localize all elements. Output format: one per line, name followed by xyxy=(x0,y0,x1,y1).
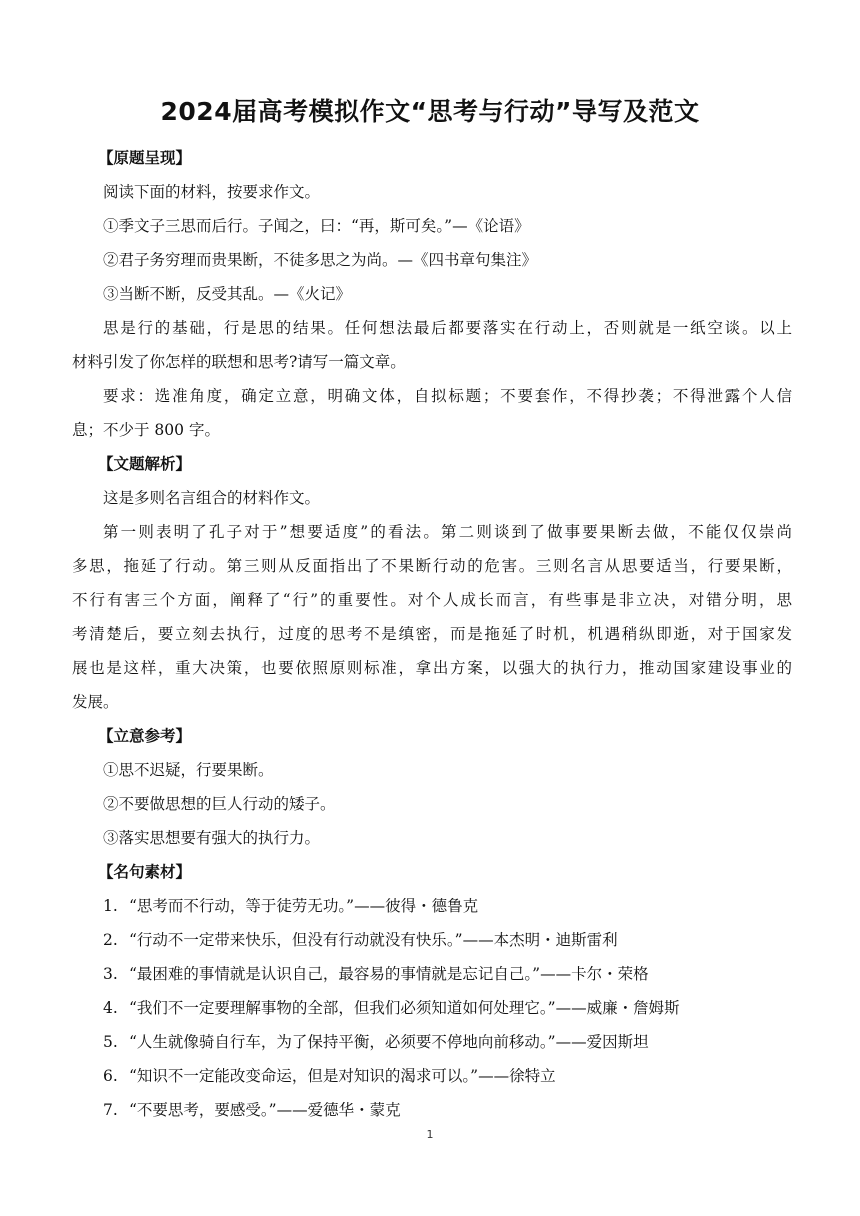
analysis-line: 不行有害三个方面，阐释了“行”的重要性。对个人成长而言，有些事是非立决，对错分明，思 xyxy=(72,591,792,609)
quote-number: 3. xyxy=(103,965,118,983)
document-title: 2024届高考模拟作文“思考与行动”导写及范文 xyxy=(160,97,700,126)
document-body xyxy=(72,141,792,1127)
quote-item xyxy=(72,923,792,957)
analysis-line: 第一则表明了孔子对于”想要适度”的看法。第二则谈到了做事要果断去做，不能仅仅崇尚 xyxy=(103,523,792,541)
quote-text: “行动不一定带来快乐，但没有行动就没有快乐。”——本杰明・迪斯雷利 xyxy=(129,931,618,949)
section-heading-analysis: 【文题解析】 xyxy=(98,455,192,473)
theme-item: ②不要做思想的巨人行动的矮子。 xyxy=(103,795,336,813)
quote-item xyxy=(72,889,792,923)
quote-number: 2. xyxy=(103,931,118,949)
requirements-line: 息；不少于 800 字。 xyxy=(72,421,220,439)
analysis-line: 考清楚后，要立刻去执行，过度的思考不是缜密，而是拖延了时机，机遇稍纵即逝，对于国家发 xyxy=(72,625,792,643)
quote-text: “思考而不行动，等于徒劳无功。”——彼得・德鲁克 xyxy=(129,897,479,915)
prompt-item: ③当断不断，反受其乱。—《火记》 xyxy=(103,285,352,303)
quote-text: “知识不一定能改变命运，但是对知识的渴求可以。”——徐特立 xyxy=(129,1067,556,1085)
quote-item xyxy=(72,1025,792,1059)
quote-item xyxy=(72,1093,792,1127)
section-heading-quotes: 【名句素材】 xyxy=(98,863,192,881)
section-heading-original-prompt: 【原题呈现】 xyxy=(98,149,192,167)
prompt-paragraph-line: 材料引发了你怎样的联想和思考?请写一篇文章。 xyxy=(72,353,406,371)
section-heading-theme: 【立意参考】 xyxy=(98,727,192,745)
quote-text: “不要思考，要感受。”——爱德华・蒙克 xyxy=(129,1101,401,1119)
quote-text: “最困难的事情就是认识自己，最容易的事情就是忘记自己。”——卡尔・荣格 xyxy=(129,965,649,983)
quote-text: “我们不一定要理解事物的全部，但我们必须知道如何处理它。”——威廉・詹姆斯 xyxy=(129,999,680,1017)
quote-number: 1. xyxy=(103,897,118,915)
quote-number: 4. xyxy=(103,999,118,1017)
analysis-line: 发展。 xyxy=(72,693,119,711)
prompt-item: ①季文子三思而后行。子闻之，曰：“再，斯可矣。”—《论语》 xyxy=(103,217,530,235)
quote-number: 5. xyxy=(103,1033,118,1051)
quote-item xyxy=(72,957,792,991)
quote-number: 7. xyxy=(103,1101,118,1119)
analysis-line: 展也是这样，重大决策，也要依照原则标准，拿出方案，以强大的执行力，推动国家建设事业的 xyxy=(72,659,792,677)
theme-item: ③落实思想要有强大的执行力。 xyxy=(103,829,321,847)
analysis-intro: 这是多则名言组合的材料作文。 xyxy=(103,489,321,507)
prompt-intro: 阅读下面的材料，按要求作文。 xyxy=(103,183,321,201)
quote-number: 6. xyxy=(103,1067,118,1085)
prompt-paragraph-line: 思是行的基础，行是思的结果。任何想法最后都要落实在行动上，否则就是一纸空谈。以上 xyxy=(103,319,792,337)
theme-item: ①思不迟疑，行要果断。 xyxy=(103,761,274,779)
analysis-line: 多思，拖延了行动。第三则从反面指出了不果断行动的危害。三则名言从思要适当，行要果断， xyxy=(72,557,792,575)
quote-item xyxy=(72,1059,792,1093)
page-number: 1 xyxy=(426,1128,434,1141)
prompt-item: ②君子务穷理而贵果断，不徒多思之为尚。—《四书章句集注》 xyxy=(103,251,538,269)
quote-text: “人生就像骑自行车，为了保持平衡，必须要不停地向前移动。”——爱因斯坦 xyxy=(129,1033,649,1051)
requirements-line: 要求：选准角度，确定立意，明确文体，自拟标题；不要套作，不得抄袭；不得泄露个人信 xyxy=(103,387,792,405)
quote-item xyxy=(72,991,792,1025)
